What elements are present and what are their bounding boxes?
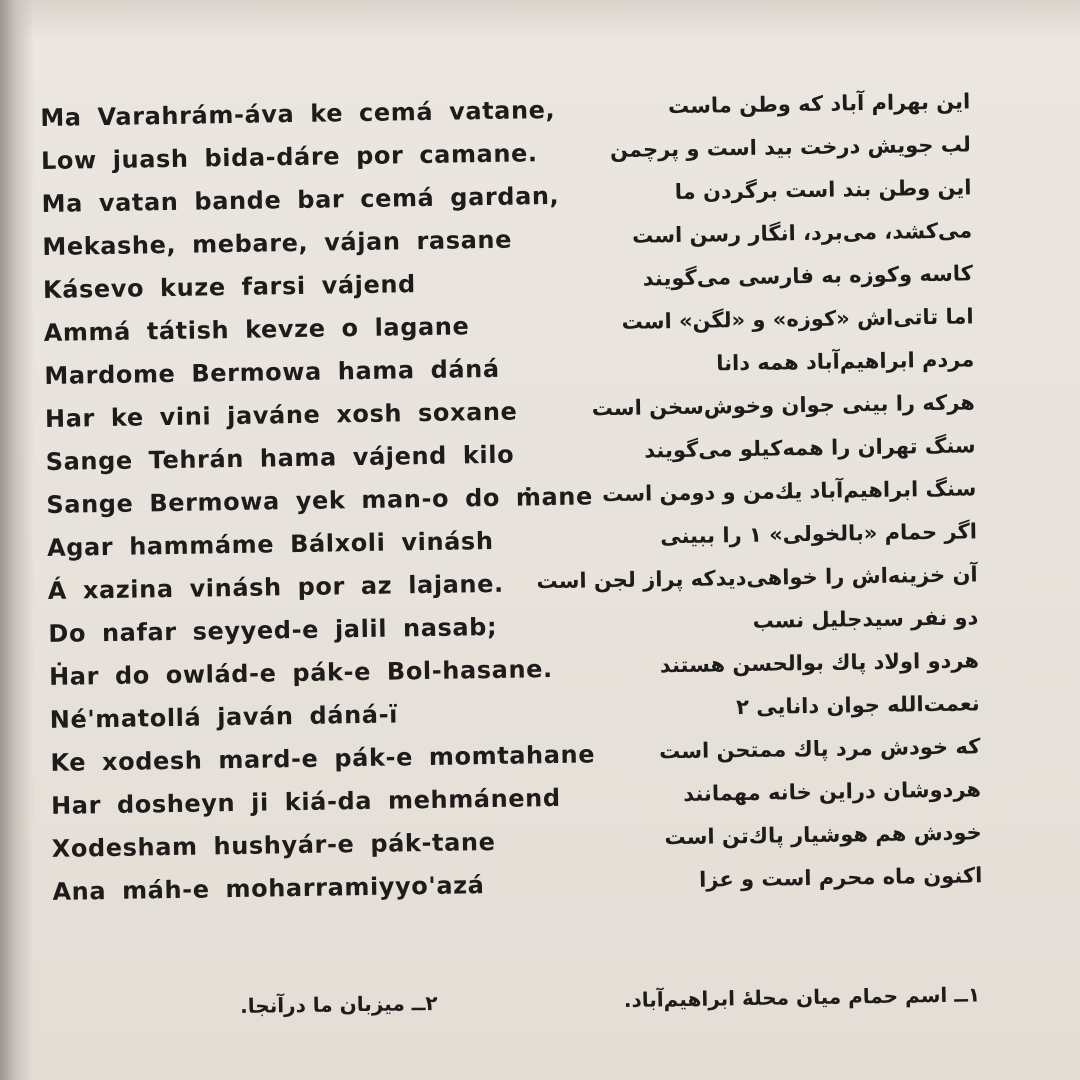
verse-persian-translation: که خودش مرد پاك ممتحن است	[658, 734, 981, 764]
verse-persian-translation: سنگ ابراهیم‌آباد یك‌من و دومن است	[601, 476, 977, 507]
verse-persian-translation: آن خزینه‌اش را خواهی‌دیدکه پراز لجن است	[536, 562, 978, 594]
verse-transliteration: Sange Bermowa yek man-o do ṁane	[46, 482, 594, 519]
verse-transliteration: Á xazina vinásh por az lajane.	[47, 569, 504, 605]
verse-transliteration: Ammá tátish kevze o lagane	[43, 312, 470, 347]
verse-transliteration: Sange Tehrán hama vájend kilo	[45, 440, 515, 476]
verse-transliteration: Xodesham hushyár-e pák-tane	[51, 827, 496, 863]
verse-persian-translation: این وطن بند است برگردن ما	[674, 175, 972, 205]
verse-transliteration: Kásevo kuze farsi vájend	[42, 270, 417, 304]
verse-persian-translation: سنگ تهران را همه‌کیلو می‌گویند	[644, 433, 976, 463]
verse-transliteration: Mardome Bermowa hama dáná	[44, 354, 500, 390]
verse-persian-translation: نعمت‌الله جوان دانایی ۲	[735, 691, 980, 720]
verse-transliteration: Low juash bida-dáre por camane.	[40, 139, 538, 175]
verse-persian-translation: اکنون ماه محرم است و عزا	[698, 863, 983, 892]
verse-persian-translation: هردوشان دراین خانه مهمانند	[683, 777, 982, 806]
verse-persian-translation: می‌کشد، می‌برد، انگار رسن است	[631, 218, 973, 248]
verse-persian-translation: مردم ابراهیم‌آباد همه دانا	[716, 347, 975, 376]
verse-transliteration: Ḣar do owlád-e pák-e Bol-hasane.	[48, 655, 553, 691]
verse-transliteration: Do nafar seyyed-e jalil nasab;	[48, 612, 498, 648]
verse-transliteration: Ma Varahrám-áva ke cemá vatane,	[40, 95, 556, 132]
verse-persian-translation: این بهرام آباد که وطن ماست	[667, 89, 971, 119]
verse-transliteration: Har dosheyn ji kiá-da mehmánend	[50, 783, 561, 820]
verse-transliteration: Ke xodesh mard-e pák-e momtahane	[50, 740, 596, 777]
footnote-2: ۲ــ میزبان ما درآنجا.	[240, 990, 438, 1018]
verse-transliteration: Ma vatan bande bar cemá gardan,	[41, 181, 560, 218]
verse-transliteration: Mekashe, mebare, vájan rasane	[42, 225, 513, 261]
verse-transliteration: Agar hammáme Bálxoli vinásh	[46, 526, 494, 562]
verse-transliteration: Har ke vini javáne xosh soxane	[44, 397, 518, 433]
page-gutter-shadow	[0, 0, 34, 1080]
footnotes	[240, 982, 981, 1034]
verse-persian-translation: لب جویش درخت بید است و پرچمن	[609, 132, 972, 163]
verse-persian-translation: اگر حمام «بالخولی» ۱ را ببینی	[660, 519, 978, 549]
footnote-1: ۱ــ اسم حمام میان محلهٔ ابراهیم‌آباد.	[623, 982, 981, 1012]
verse-transliteration: Ana máh-e moharramiyyo'azá	[52, 871, 485, 906]
verse-transliteration: Né'matollá javán dáná-ï	[49, 700, 399, 734]
verse-persian-translation: اما تاتی‌اش «کوزه» و «لگن» است	[621, 304, 974, 334]
verse-list	[40, 83, 983, 915]
verse-persian-translation: دو نفر سیدجلیل نسب	[752, 605, 979, 633]
verse-persian-translation: هردو اولاد پاك بوالحسن هستند	[659, 648, 980, 678]
verse-persian-translation: خودش هم هوشیار پاك‌تن است	[664, 820, 982, 850]
verse-persian-translation: هرکه را بینی جوان وخوش‌سخن است	[591, 390, 976, 421]
page-top-shadow	[0, 0, 1080, 40]
verse-persian-translation: کاسه وکوزه به فارسی می‌گویند	[642, 261, 974, 291]
